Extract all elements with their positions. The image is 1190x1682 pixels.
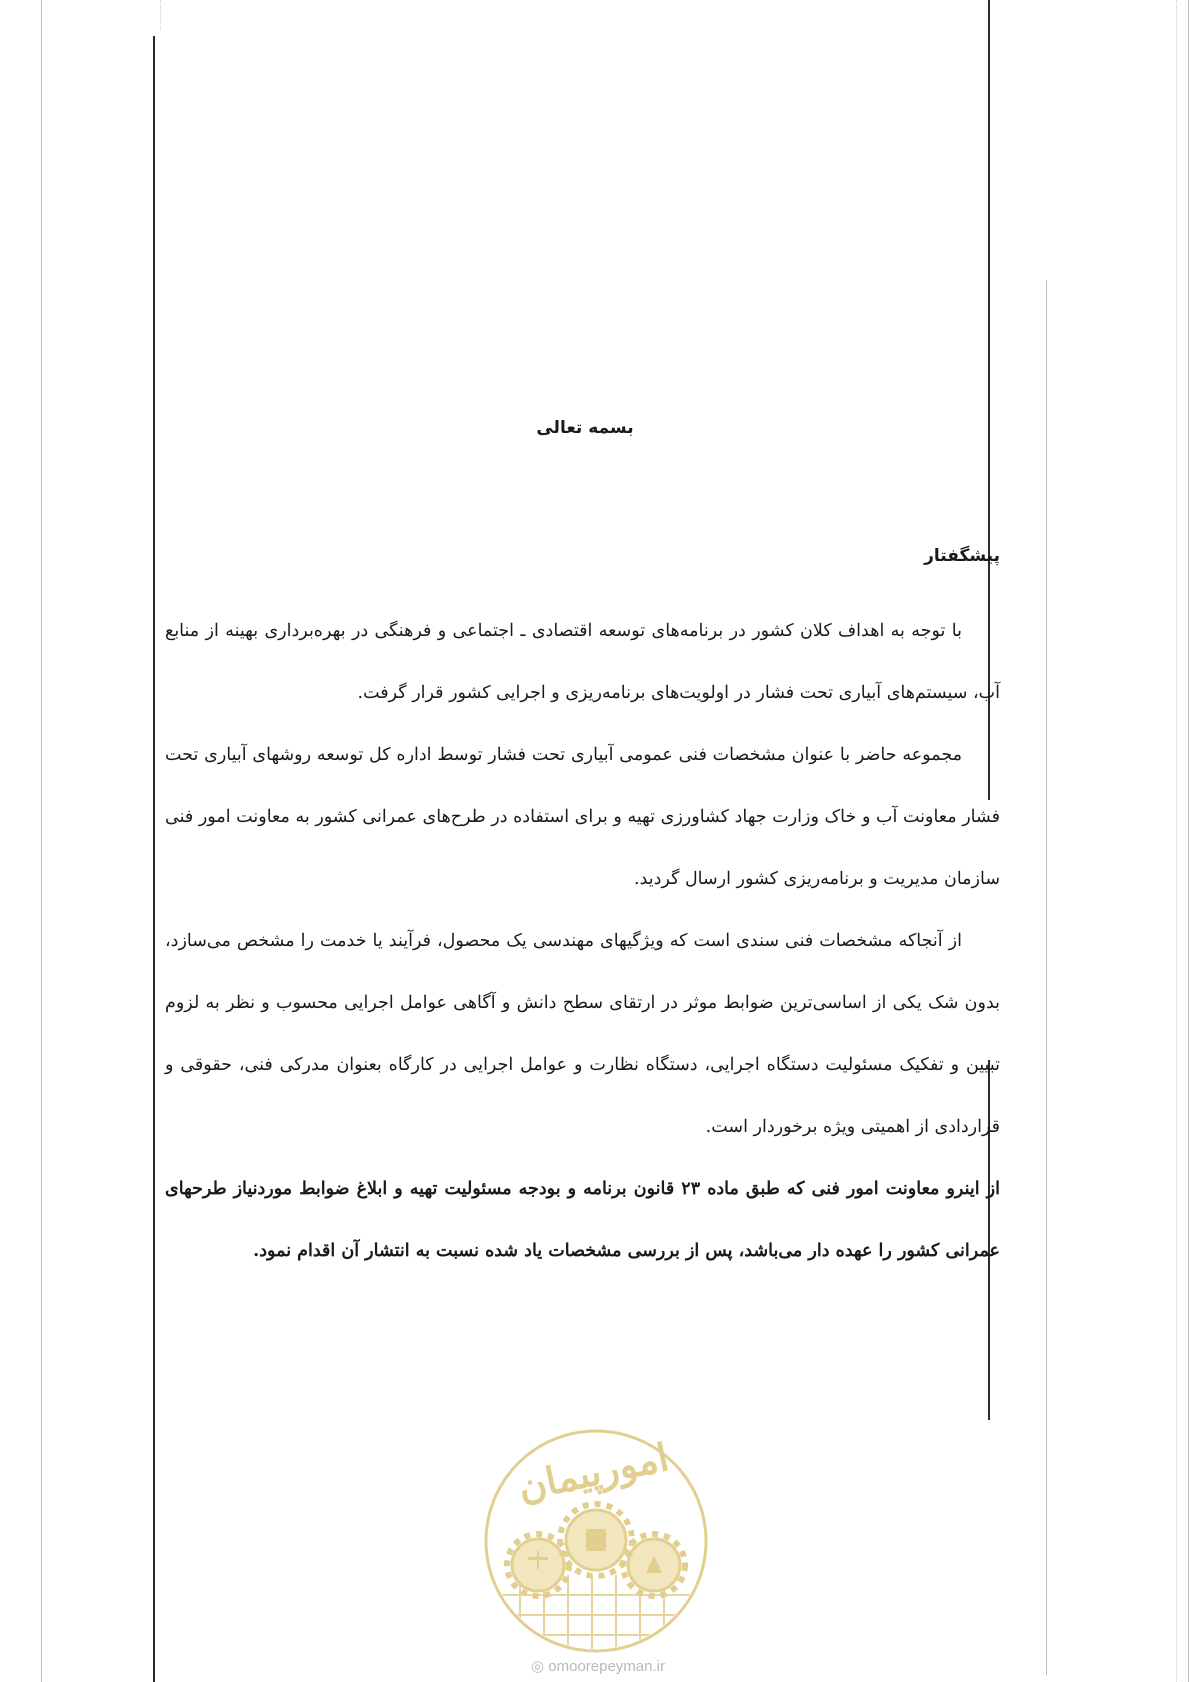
scan-dots-left <box>160 0 161 30</box>
paragraph-1: با توجه به اهداف کلان کشور در برنامه‌های توسعه اقتصادی ـ اجتماعی و فرهنگی در بهره‌برداری بهینه از منابع آب، سیستم‌های آبیاری تحت فشار در اولویت‌های برنامه‌ریزی و اجرایی کشور قرار گرفت. <box>165 621 1000 703</box>
seal-logo-text: امورپیمان <box>513 1433 673 1510</box>
scan-line-right-outer <box>1046 280 1047 1675</box>
organization-seal-logo <box>480 1425 712 1657</box>
scan-dots-right <box>1176 0 1177 1682</box>
seal-graphic <box>480 1425 712 1657</box>
paragraph-4: از اینرو معاونت امور فنی که طبق ماده ۲۳ قانون برنامه و بودجه مسئولیت تهیه و ابلاغ ضوابط موردنیاز طرحهای عمرانی کشور را عهده دار می‌باشد، پس از بررسی مشخصات یاد شده نسبت به انتشار آن اقدام نمود. <box>165 1179 1000 1261</box>
paragraph-2: مجموعه حاضر با عنوان مشخصات فنی عمومی آبیاری تحت فشار توسط اداره کل توسعه روشهای آبیاری تحت فشار معاونت آب و خاک وزارت جهاد کشاورزی تهیه و برای استفاده در طرح‌های عمرانی کشور به معاونت امور فنی سازمان مدیریت و برنامه‌ریزی کشور ارسال گردید. <box>165 745 1000 889</box>
scan-line-left-outer <box>41 0 42 1682</box>
section-title: پیشگفتار <box>924 546 1000 566</box>
paragraph-3: از آنجاکه مشخصات فنی سندی است که ویژگیهای مهندسی یک محصول، فرآیند یا خدمت را مشخص می‌سازد، بدون شک یکی از اساسی‌ترین ضوابط موثر در ارتقای سطح دانش و آگاهی عوامل اجرایی محسوب و نظر به لزوم تبیین و تفکیک مسئولیت دستگاه اجرایی، دستگاه نظارت و عوامل اجرایی در کارگاه بعنوان مدرکی فنی، حقوقی و قراردادی از اهمیتی ویژه برخوردار است. <box>165 931 1000 1137</box>
page-heading: بسمه تعالی <box>536 418 634 438</box>
watermark-text: omoorepeyman.ir <box>548 1658 665 1675</box>
watermark-icon: ◎ <box>531 1658 545 1675</box>
page-border-left <box>153 36 155 1682</box>
scan-line-right-edge <box>1188 0 1189 1682</box>
preface-body <box>165 600 1000 1282</box>
website-watermark <box>488 1657 708 1675</box>
